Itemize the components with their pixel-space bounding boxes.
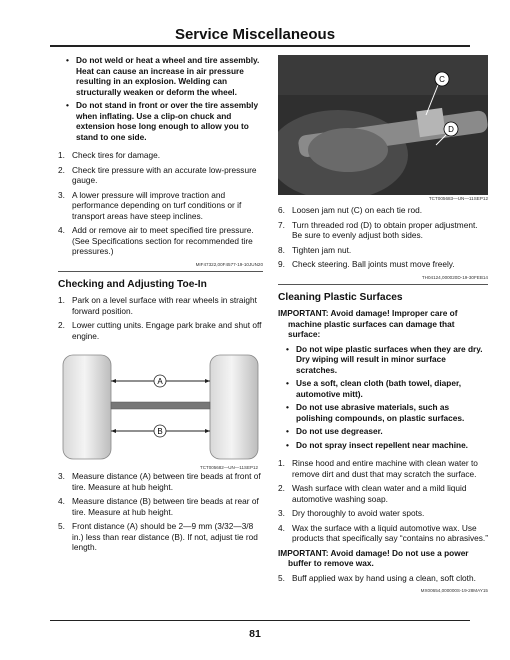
section-reference: TH04124,000020D-19-30FEB14 [421, 274, 488, 280]
tire-diagram [58, 353, 263, 471]
right-column [278, 55, 488, 597]
cleaning-bullet: • Do not use abrasive materials, such as polishing compounds, on plastic surfaces. [278, 402, 488, 423]
tire-step: 4. Add or remove air to meet specified tire pressure. (See Specifications section for recommended tire pressures.) [58, 225, 254, 256]
cleaning-bullet: • Do not wipe plastic surfaces when they are dry. Dry wiping will result in minor surface scratches. [278, 344, 488, 376]
cleaning-step: 3. Dry thoroughly to avoid water spots. [278, 508, 425, 518]
important-notice: IMPORTANT: Avoid damage! Do not use a power buffer to remove wax. [278, 547, 469, 568]
section-reference: MIF47322,00F4577-19-10JUN20 [195, 261, 263, 267]
callout-a-label: A [157, 377, 163, 386]
warning-bullet: • Do not stand in front or over the tire assembly when inflating. Use a clip-on chuck and extension hose long enough to allow you to stand to one side. [58, 100, 263, 142]
right-tire [210, 355, 258, 459]
tie-rod-photo [278, 55, 488, 195]
left-column [58, 55, 263, 557]
callout-d-label: D [448, 125, 454, 134]
tie-rod-illustration [278, 55, 488, 195]
warning-bullet: • Do not weld or heat a wheel and tire assembly. Heat can cause an increase in air pressure resulting in an explosion. Welding can structurally weaken or deform the wheel. [58, 55, 263, 97]
cleaning-bullet: • Do not use degreaser. [278, 426, 488, 437]
toe-step: 4. Measure distance (B) between tire beads at rear of tire. Measure at hub height. [58, 496, 259, 517]
tire-measurement-figure [58, 353, 263, 471]
cleaning-bullet: • Use a soft, clean cloth (bath towel, diaper, automotive mitt). [278, 378, 488, 399]
figure-caption: TCT005682—UN—11SEP12 [200, 465, 258, 470]
cleaning-step: 4. Wax the surface with a liquid automotive wax. Use products that specifically say “contains no abrasives.” [278, 522, 488, 543]
callout-c-label: C [439, 75, 445, 84]
jam-nut [416, 108, 445, 137]
cleaning-bullet: • Do not spray insect repellent near machine. [278, 440, 488, 451]
toe-step: 9. Check steering. Ball joints must move freely. [278, 259, 455, 269]
section-divider [58, 271, 263, 272]
tire-step: 1. Check tires for damage. [58, 150, 161, 160]
page-header [0, 0, 510, 52]
toe-in-heading: Checking and Adjusting Toe-In [58, 278, 207, 290]
toe-step: 5. Front distance (A) should be 2—9 mm (3/32—3/8 in.) less than rear distance (B). If not, adjust tie rod length. [58, 521, 258, 552]
tire-step: 2. Check tire pressure with an accurate low-pressure gauge. [58, 164, 257, 185]
axle [111, 402, 210, 409]
cleaning-step: 1. Rinse hood and entire machine with clean water to remove dirt and dust that may scratch the surface. [278, 458, 478, 479]
callout-b-label: B [157, 427, 163, 436]
toe-step: 2. Lower cutting units. Engage park brake and shut off engine. [58, 320, 262, 341]
page-number: 81 [249, 628, 261, 640]
cleaning-step: 5. Buff applied wax by hand using a clean, soft cloth. [278, 572, 476, 583]
important-notice: IMPORTANT: Avoid damage! Improper care of machine plastic surfaces can damage that surface: [278, 308, 458, 339]
section-divider [278, 284, 488, 285]
left-tire [63, 355, 111, 459]
toe-step: 3. Measure distance (A) between tire beads at front of tire. Measure at hub height. [58, 471, 261, 492]
page-title: Service Miscellaneous [174, 26, 336, 43]
cleaning-step: 2. Wash surface with clean water and a mild liquid automotive washing soap. [278, 483, 467, 504]
toe-step: 7. Turn threaded rod (D) to obtain proper adjustment. Be sure to evenly adjust both sides. [278, 219, 478, 240]
section-reference: MX00654,000000S-19-28MAY15 [420, 588, 488, 593]
toe-step: 6. Loosen jam nut (C) on each tie rod. [278, 205, 423, 215]
footer-rule [50, 620, 470, 621]
toe-step: 1. Park on a level surface with rear wheels in straight forward position. [58, 295, 257, 316]
tire-step: 3. A lower pressure will improve traction and performance depending on turf conditions or if transport areas have steep inclines. [58, 189, 242, 221]
header-rule [50, 45, 470, 47]
cleaning-heading: Cleaning Plastic Surfaces [278, 291, 403, 303]
toe-step: 8. Tighten jam nut. [278, 244, 352, 255]
photo-caption: TCT005683—UN—11SEP12 [428, 196, 488, 201]
